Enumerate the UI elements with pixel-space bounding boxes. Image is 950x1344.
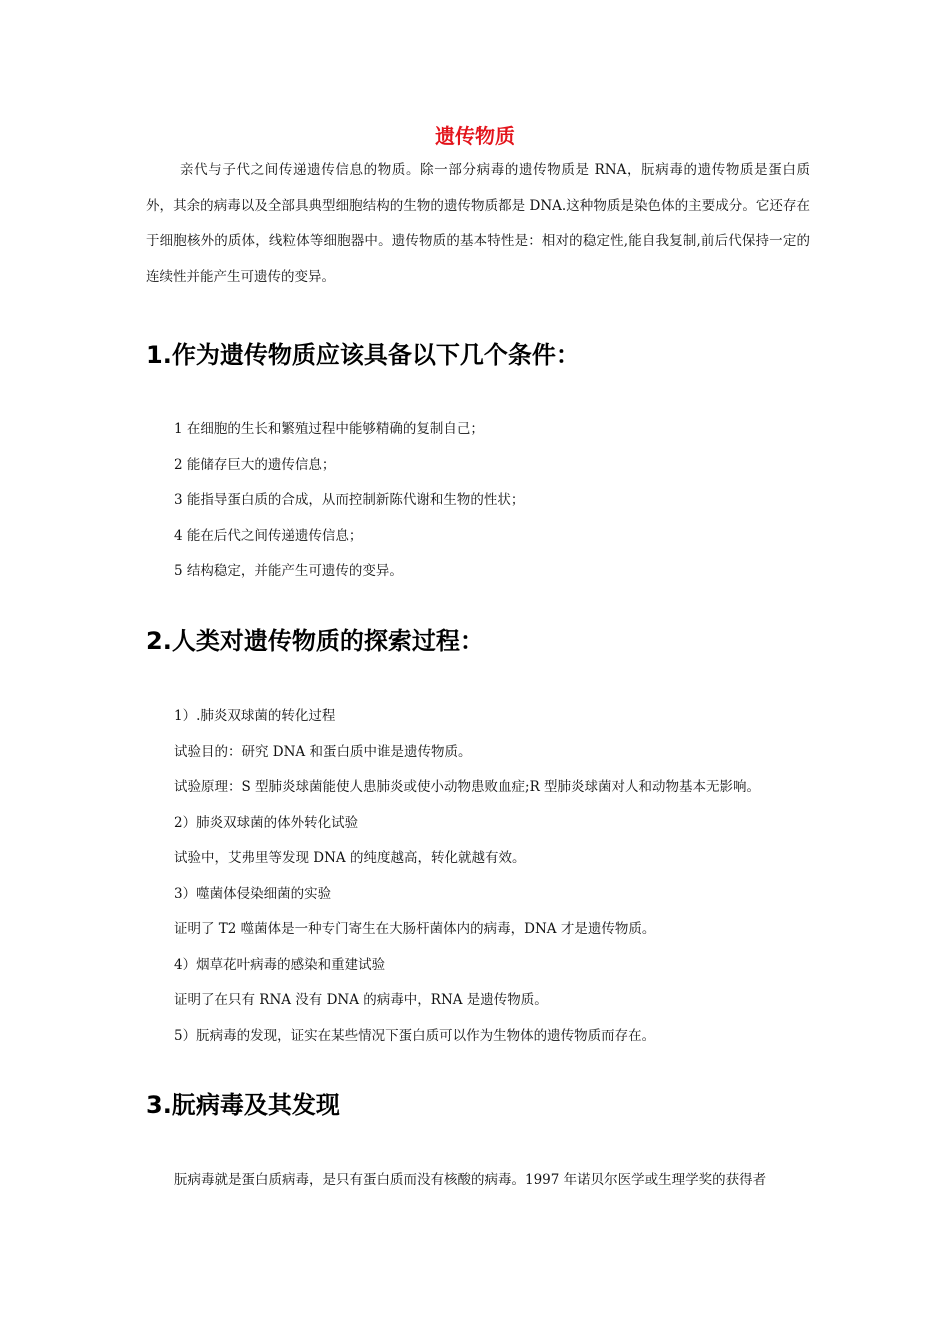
list-item: 证明了在只有 RNA 没有 DNA 的病毒中，RNA 是遗传物质。 <box>174 992 548 1008</box>
section-1-heading: 1.作为遗传物质应该具备以下几个条件： <box>146 341 580 369</box>
intro-paragraph: 亲代与子代之间传递遗传信息的物质。除一部分病毒的遗传物质是 RNA，朊病毒的遗传物质是蛋白质外，其余的病毒以及全部具典型细胞结构的生物的遗传物质都是 DNA.这种物质是染色体的主要成分。它还存在于细胞核外的质体，线粒体等细胞器中。遗传物质的基本特性是：相对的稳定性,能自我复制,前后代保持一定的连续性并能产生可遗传的变异。 <box>146 162 810 285</box>
list-item: 1 在细胞的生长和繁殖过程中能够精确的复制自己； <box>174 421 484 437</box>
section-1-list <box>174 412 814 590</box>
section-2-list <box>174 699 814 1054</box>
list-item: 2 能储存巨大的遗传信息； <box>174 456 336 473</box>
list-item: 4）烟草花叶病毒的感染和重建试验 <box>174 956 386 973</box>
list-item: 5 结构稳定，并能产生可遗传的变异。 <box>174 563 403 579</box>
list-item: 4 能在后代之间传递遗传信息； <box>174 527 363 544</box>
list-item: 5）朊病毒的发现，证实在某些情况下蛋白质可以作为生物体的遗传物质而存在。 <box>174 1027 656 1044</box>
document-title: 遗传物质 <box>435 124 515 148</box>
list-item: 3 能指导蛋白质的合成，从而控制新陈代谢和生物的性状； <box>174 492 525 508</box>
section-3-paragraph: 朊病毒就是蛋白质病毒，是只有蛋白质而没有核酸的病毒。1997 年诺贝尔医学或生理学奖的获得者 <box>174 1172 767 1188</box>
list-item: 3）噬菌体侵染细菌的实验 <box>174 885 332 902</box>
section-2-heading: 2.人类对遗传物质的探索过程： <box>146 627 484 655</box>
section-3-heading: 3.朊病毒及其发现 <box>146 1091 340 1119</box>
list-item: 试验目的：研究 DNA 和蛋白质中谁是遗传物质。 <box>174 743 472 760</box>
list-item: 1）.肺炎双球菌的转化过程 <box>174 708 336 724</box>
list-item: 证明了 T2 噬菌体是一种专门寄生在大肠杆菌体内的病毒，DNA 才是遗传物质。 <box>174 921 656 937</box>
list-item: 试验中，艾弗里等发现 DNA 的纯度越高，转化就越有效。 <box>174 850 526 866</box>
list-item: 2）肺炎双球菌的体外转化试验 <box>174 814 359 831</box>
list-item: 试验原理：S 型肺炎球菌能使人患肺炎或使小动物患败血症;R 型肺炎球菌对人和动物基本无影响。 <box>174 779 761 795</box>
